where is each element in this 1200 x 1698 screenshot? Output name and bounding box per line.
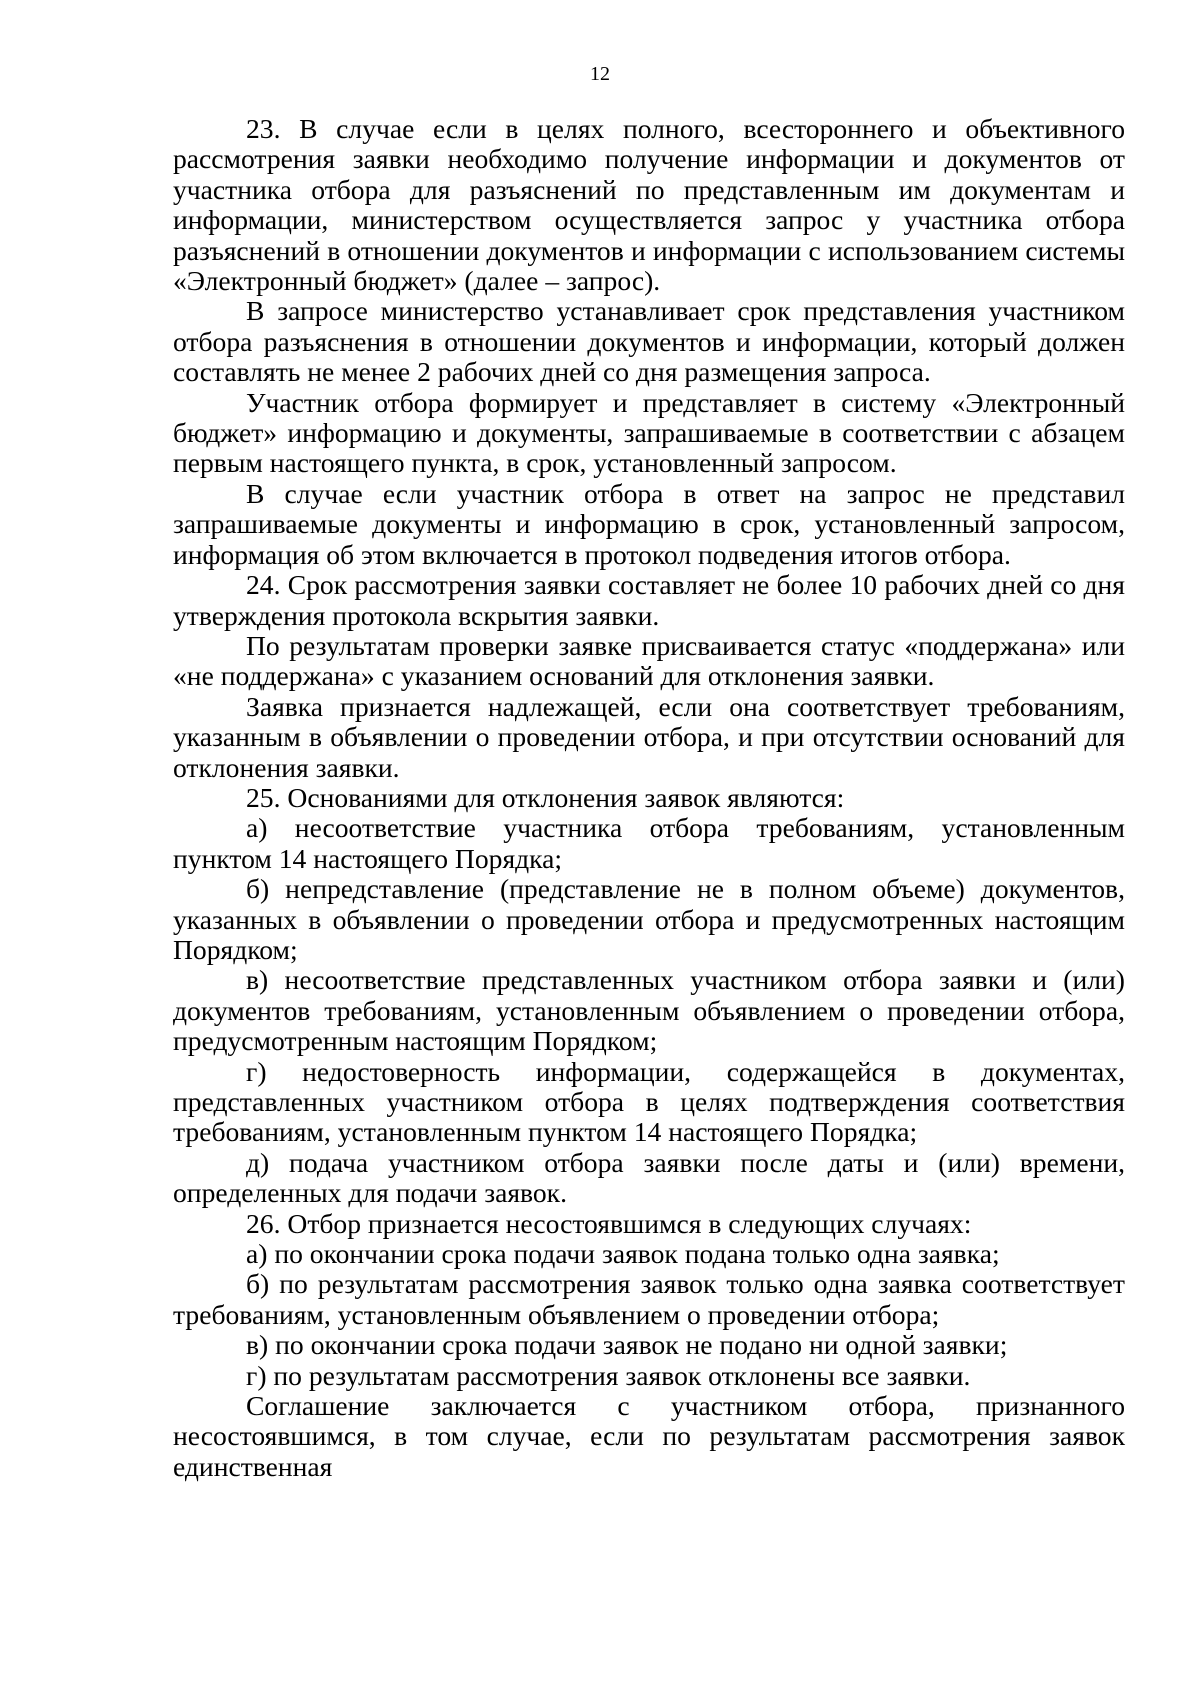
paragraph-25: 25. Основаниями для отклонения заявок являются: — [246, 781, 845, 813]
list-item-26-v: в) по окончании срока подачи заявок не подано ни одной заявки; — [246, 1329, 1008, 1361]
list-item-25-g: г) недостоверность информации, содержащейся в документах, представленных участником отбора в целях подтверждения соответствия требованиям, установленным пунктом 14 настоящего Порядка; — [173, 1055, 1125, 1148]
list-item-25-d: д) подача участником отбора заявки после даты и (или) времени, определенных для подачи заявок. — [173, 1146, 1125, 1209]
paragraph-check-status: По результатам проверки заявке присваивается статус «поддержана» или «не поддержана» с указанием оснований для отклонения заявки. — [173, 629, 1125, 692]
paragraph-participant-submits: Участник отбора формирует и представляет в систему «Электронный бюджет» информацию и документы, запрашиваемые в соответствии с абзацем первым настоящего пункта, в срок, установленный запросом. — [173, 386, 1125, 479]
list-item-26-g: г) по результатам рассмотрения заявок отклонены все заявки. — [246, 1359, 971, 1391]
list-item-25-a: а) несоответствие участника отбора требованиям, установленным пунктом 14 настоящего Порядка; — [173, 812, 1125, 874]
list-item-25-b: б) непредставление (представление не в полном объеме) документов, указанных в объявлении о проведении отбора и предусмотренных настоящим Порядком; — [173, 873, 1125, 965]
list-item-26-b: б) по результатам рассмотрения заявок только одна заявка соответствует требованиям, установленным объявлением о проведении отбора; — [173, 1268, 1125, 1330]
paragraph-agreement: Соглашение заключается с участником отбора, признанного несостоявшимся, в том случае, если по результатам рассмотрения заявок единственная — [173, 1390, 1125, 1482]
paragraph-proper-application: Заявка признается надлежащей, если она соответствует требованиям, указанным в объявлении о проведении отбора, и при отсутствии оснований для отклонения заявки. — [173, 690, 1125, 783]
list-item-26-a: а) по окончании срока подачи заявок подана только одна заявка; — [246, 1238, 1000, 1270]
paragraph-23: 23. В случае если в целях полного, всестороннего и объективного рассмотрения заявки необходимо получение информации и документов от участника отбора для разъяснений по представленным им документам и информации, министерством осуществляется запрос у участника отбора разъяснений в отношении документов и информации с использованием системы «Электронный бюджет» (далее – запрос). — [173, 113, 1125, 297]
paragraph-no-response: В случае если участник отбора в ответ на запрос не представил запрашиваемые документы и информацию в срок, установленный запросом, информация об этом включается в протокол подведения итогов отбора. — [173, 477, 1125, 570]
document-body — [173, 114, 1125, 1482]
paragraph-24: 24. Срок рассмотрения заявки составляет не более 10 рабочих дней со дня утверждения протокола вскрытия заявки. — [173, 569, 1125, 631]
paragraph-26: 26. Отбор признается несостоявшимся в следующих случаях: — [246, 1207, 972, 1239]
list-item-25-v: в) несоответствие представленных участником отбора заявки и (или) документов требованиям, установленным объявлением о проведении отбора, предусмотренным настоящим Порядком; — [173, 964, 1125, 1057]
paragraph-request-term: В запросе министерство устанавливает срок представления участником отбора разъяснения в отношении документов и информации, который должен составлять не менее 2 рабочих дней со дня размещения запроса. — [173, 295, 1125, 388]
page-number: 12 — [590, 63, 610, 85]
